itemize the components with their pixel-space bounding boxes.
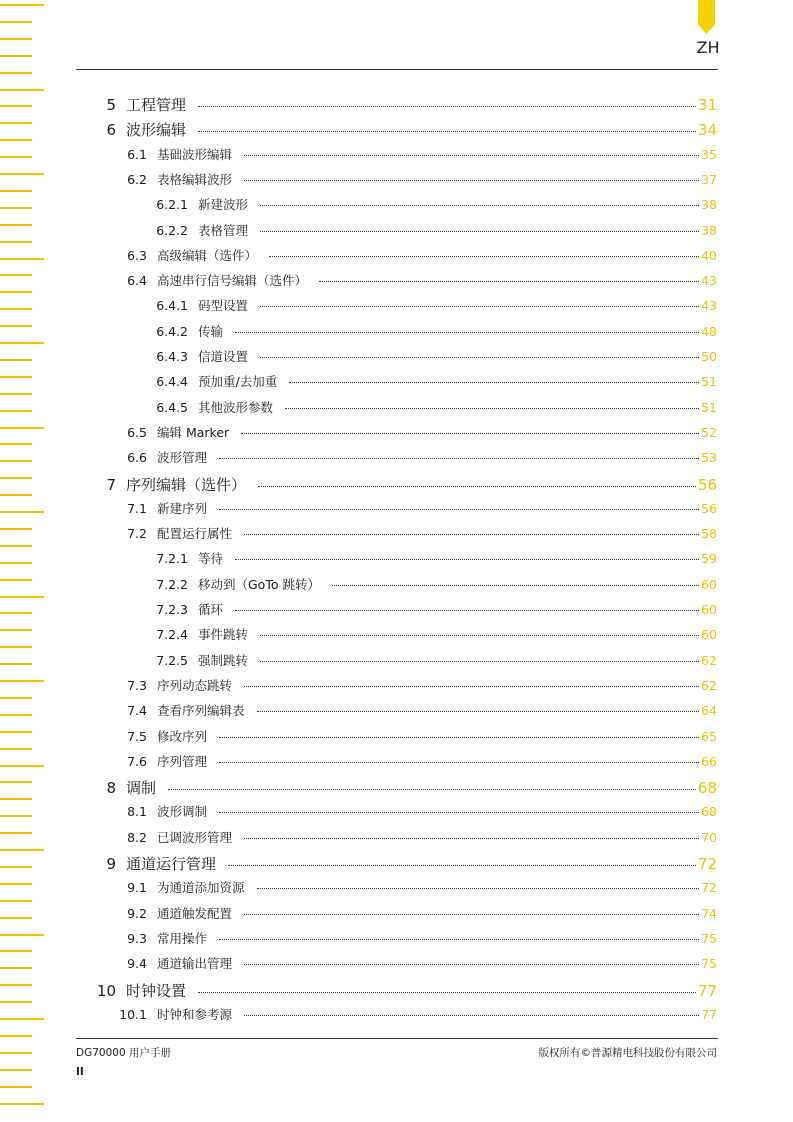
toc-dot-leader: [319, 280, 699, 282]
toc-entry-number: 6.4.3: [156, 349, 188, 364]
toc-entry-title: 通道触发配置: [157, 905, 233, 921]
toc-entry-title: 移动到（GoTo 跳转）: [198, 576, 320, 592]
toc-entry-title: 高速串行信号编辑（选件）: [157, 273, 308, 289]
toc-entry[interactable]: [84, 777, 717, 798]
toc-entry-page: 34: [697, 121, 717, 140]
ruler-tick: [0, 393, 32, 395]
toc-entry-title: 表格编辑波形: [157, 171, 233, 187]
toc-entry-page: 72: [697, 855, 717, 873]
toc-entry-number: 9.1: [127, 880, 147, 896]
toc-entry-number: 9.3: [127, 930, 147, 946]
toc-dot-leader: [260, 230, 699, 232]
toc-dot-leader: [260, 634, 699, 636]
ruler-tick: [0, 596, 44, 598]
toc-entry-page: 60: [701, 602, 717, 617]
toc-entry-number: 6.4: [127, 273, 147, 289]
ruler-tick: [0, 494, 32, 496]
ruler-tick: [0, 967, 32, 969]
toc-entry[interactable]: [148, 195, 717, 213]
toc-entry[interactable]: [148, 347, 717, 365]
ruler-tick: [0, 697, 32, 699]
ruler-tick: [0, 410, 32, 412]
toc-entry[interactable]: [115, 246, 717, 264]
toc-entry[interactable]: [84, 474, 717, 495]
toc-dot-leader: [219, 811, 699, 813]
toc-entry-title: 配置运行属性: [157, 526, 233, 542]
ruler-tick: [0, 359, 32, 361]
ruler-tick: [0, 4, 44, 6]
toc-entry[interactable]: [148, 372, 717, 390]
toc-entry-title: 编辑 Marker: [157, 424, 230, 440]
toc-entry-number: 9.4: [127, 956, 147, 972]
toc-entry[interactable]: [148, 651, 717, 669]
toc-entry[interactable]: [148, 549, 717, 567]
toc-entry[interactable]: [148, 221, 717, 239]
ruler-tick: [0, 748, 32, 750]
ruler-tick: [0, 55, 32, 57]
ruler-tick: [0, 545, 32, 547]
ruler-tick: [0, 731, 32, 733]
toc-entry-number: 8.2: [127, 829, 147, 845]
toc-entry-page: 66: [701, 753, 717, 769]
ruler-tick: [0, 460, 32, 462]
ruler-tick: [0, 89, 44, 91]
toc-dot-leader: [289, 381, 699, 383]
toc-entry-page: 60: [701, 627, 717, 643]
ruler-tick: [0, 156, 32, 158]
toc-entry-title: 波形调制: [157, 804, 208, 820]
toc-entry[interactable]: [148, 296, 717, 314]
toc-entry-title: 为通道添加资源: [157, 880, 245, 896]
ruler-tick: [0, 934, 44, 936]
toc-entry-number: 6.2.2: [156, 222, 188, 238]
toc-dot-leader: [244, 1014, 699, 1016]
toc-entry-number: 6.2.1: [156, 197, 188, 213]
ruler-tick: [0, 1103, 44, 1105]
toc-entry[interactable]: [115, 752, 717, 770]
toc-dot-leader: [219, 761, 699, 763]
footer-manual-title: DG70000 用户手册: [76, 1047, 171, 1059]
ruler-tick: [0, 224, 32, 226]
toc-entry[interactable]: [115, 145, 717, 163]
toc-dot-leader: [269, 255, 699, 257]
ruler-tick: [0, 139, 32, 141]
ruler-tick: [0, 72, 32, 74]
toc-dot-leader: [219, 508, 699, 510]
toc-entry-page: 38: [701, 222, 717, 238]
toc-entry[interactable]: [115, 701, 717, 719]
toc-entry-title: 通道运行管理: [126, 855, 217, 873]
ruler-tick: [0, 511, 44, 513]
toc-dot-leader: [260, 356, 699, 358]
toc-entry-number: 7.2.2: [156, 576, 188, 592]
toc-entry[interactable]: [115, 271, 717, 289]
toc-entry-title: 序列动态跳转: [157, 677, 233, 693]
toc-entry-page: 37: [701, 171, 717, 187]
toc-entry[interactable]: [115, 423, 717, 441]
toc-entry-number: 9.2: [127, 905, 147, 921]
ruler-tick: [0, 241, 32, 243]
toc-entry-title: 循环: [198, 602, 224, 617]
toc-entry-number: 6: [106, 121, 116, 140]
ruler-tick: [0, 376, 32, 378]
toc-entry-title: 工程管理: [126, 96, 187, 114]
ruler-tick: [0, 866, 32, 868]
toc-dot-leader: [198, 130, 696, 132]
toc-entry-number: 8.1: [127, 804, 147, 820]
toc-entry-number: 5: [106, 96, 116, 114]
toc-entry-page: 52: [701, 424, 717, 440]
ruler-tick: [0, 427, 44, 429]
ruler-tick: [0, 950, 32, 952]
footer-divider: [76, 1038, 718, 1039]
toc-entry-page: 38: [701, 197, 717, 213]
toc-entry-title: 波形管理: [157, 450, 208, 466]
toc-entry[interactable]: [84, 980, 717, 1001]
toc-dot-leader: [258, 485, 696, 487]
toc-dot-leader: [235, 331, 699, 333]
ruler-tick: [0, 105, 32, 107]
toc-entry-number: 10: [96, 981, 116, 1000]
toc-entry-page: 50: [701, 349, 717, 364]
ruler-tick: [0, 1018, 44, 1020]
toc-entry[interactable]: [148, 322, 717, 340]
toc-entry-number: 7.1: [127, 500, 147, 516]
toc-entry-page: 77: [701, 1006, 717, 1022]
ruler-tick: [0, 629, 32, 631]
toc-dot-leader: [257, 887, 700, 889]
page-number: II: [76, 1066, 84, 1078]
toc-entry-page: 53: [701, 450, 717, 466]
toc-entry[interactable]: [115, 499, 717, 517]
toc-entry-title: 高级编辑（选件）: [157, 247, 258, 263]
ruler-tick: [0, 325, 32, 327]
toc-entry-title: 调制: [126, 779, 157, 798]
toc-entry[interactable]: [115, 727, 717, 745]
ruler-tick: [0, 883, 32, 885]
toc-entry[interactable]: [115, 802, 717, 820]
toc-entry-page: 35: [701, 146, 717, 162]
toc-entry-title: 表格管理: [198, 222, 249, 238]
toc-entry-number: 7.2.1: [156, 551, 188, 567]
toc-entry-page: 64: [701, 703, 717, 719]
ruler-tick: [0, 917, 32, 919]
ruler-tick: [0, 1052, 32, 1054]
ruler-tick: [0, 1001, 32, 1003]
toc-entry-page: 60: [701, 576, 717, 592]
ruler-tick: [0, 21, 32, 23]
ruler-tick: [0, 562, 32, 564]
toc-entry-number: 6.4.1: [156, 298, 188, 314]
ruler-tick: [0, 207, 32, 209]
toc-entry-title: 码型设置: [198, 298, 249, 314]
header-divider: [76, 69, 718, 70]
toc-entry-title: 信道设置: [198, 349, 249, 364]
toc-entry-title: 强制跳转: [198, 652, 249, 668]
ruler-tick: [0, 342, 44, 344]
ruler-tick: [0, 190, 32, 192]
toc-dot-leader: [244, 154, 699, 156]
footer-copyright: 版权所有©普源精电科技股份有限公司: [538, 1047, 717, 1059]
ruler-tick: [0, 38, 32, 40]
toc-entry-number: 7.4: [127, 703, 147, 719]
toc-entry[interactable]: [115, 828, 717, 846]
toc-entry-title: 等待: [198, 551, 224, 567]
ruler-tick: [0, 798, 32, 800]
toc-dot-leader: [257, 710, 700, 712]
toc-entry-page: 62: [701, 652, 717, 668]
language-code: ZH: [696, 38, 720, 57]
toc-dot-leader: [244, 963, 699, 965]
ruler-tick: [0, 900, 32, 902]
toc-entry-title: 时钟和参考源: [157, 1006, 233, 1022]
toc-entry-title: 序列编辑（选件）: [126, 475, 247, 494]
toc-entry-number: 6.6: [127, 450, 147, 466]
ruler-tick: [0, 1086, 32, 1088]
toc-entry-number: 6.3: [127, 247, 147, 263]
toc-entry[interactable]: [115, 929, 717, 947]
toc-entry-number: 7.5: [127, 728, 147, 744]
toc-entry-page: 70: [701, 829, 717, 845]
toc-entry-number: 7.2: [127, 526, 147, 542]
toc-entry-page: 56: [697, 475, 717, 494]
toc-entry[interactable]: [84, 119, 717, 140]
toc-dot-leader: [219, 938, 699, 940]
toc-entry-page: 43: [701, 298, 717, 314]
toc-dot-leader: [241, 432, 699, 434]
toc-entry-number: 7.2.3: [156, 602, 188, 617]
toc-entry-number: 7.6: [127, 753, 147, 769]
toc-dot-leader: [244, 179, 699, 181]
ruler-tick: [0, 528, 32, 530]
toc-entry[interactable]: [84, 94, 717, 115]
toc-entry-page: 74: [701, 905, 717, 921]
toc-entry-title: 事件跳转: [198, 627, 249, 643]
toc-entry[interactable]: [115, 954, 717, 972]
ruler-tick: [0, 714, 32, 716]
toc-dot-leader: [198, 105, 696, 107]
toc-dot-leader: [235, 609, 699, 611]
ruler-tick: [0, 258, 44, 260]
toc-dot-leader: [219, 457, 699, 459]
ruler-tick: [0, 291, 32, 293]
toc-dot-leader: [198, 991, 696, 993]
toc-entry-title: 传输: [198, 323, 224, 339]
toc-entry[interactable]: [115, 904, 717, 922]
ruler-tick: [0, 443, 32, 445]
ruler-tick: [0, 612, 32, 614]
toc-entry-page: 48: [701, 323, 717, 339]
toc-entry-title: 波形编辑: [126, 121, 187, 140]
toc-dot-leader: [260, 660, 699, 662]
ruler-tick: [0, 984, 32, 986]
toc-entry-number: 7.2.4: [156, 627, 188, 643]
toc-entry-page: 68: [701, 804, 717, 820]
toc-entry-number: 7: [106, 475, 116, 494]
ruler-tick: [0, 680, 44, 682]
toc-entry-title: 预加重/去加重: [198, 374, 278, 390]
toc-entry-number: 6.1: [127, 146, 147, 162]
ruler-tick: [0, 849, 44, 851]
toc-dot-leader: [332, 584, 699, 586]
toc-dot-leader: [168, 788, 696, 790]
toc-entry[interactable]: [148, 600, 717, 618]
toc-entry-page: 51: [701, 374, 717, 390]
toc-entry-page: 43: [701, 273, 717, 289]
toc-entry[interactable]: [115, 1005, 717, 1023]
toc-entry-title: 已调波形管理: [157, 829, 233, 845]
toc-entry-page: 77: [697, 981, 717, 1000]
ruler-tick: [0, 832, 32, 834]
toc-entry-title: 通道输出管理: [157, 956, 233, 972]
ruler-tick: [0, 663, 32, 665]
ruler-tick: [0, 308, 32, 310]
toc-dot-leader: [228, 864, 696, 866]
toc-entry-title: 其他波形参数: [198, 399, 274, 415]
toc-entry-number: 7.3: [127, 677, 147, 693]
toc-entry[interactable]: [115, 878, 717, 896]
toc-dot-leader: [244, 837, 699, 839]
ruler-tick: [0, 1069, 32, 1071]
toc-dot-leader: [244, 533, 699, 535]
ruler-tick: [0, 579, 32, 581]
toc-entry-page: 56: [701, 500, 717, 516]
ruler-tick: [0, 765, 44, 767]
toc-entry-page: 59: [701, 551, 717, 567]
toc-entry-title: 常用操作: [157, 930, 208, 946]
toc-dot-leader: [219, 736, 699, 738]
margin-ruler: [0, 0, 50, 1122]
toc-entry-number: 6.5: [127, 424, 147, 440]
toc-dot-leader: [235, 558, 699, 560]
ruler-tick: [0, 815, 32, 817]
toc-dot-leader: [244, 685, 699, 687]
toc-entry-number: 10.1: [119, 1006, 147, 1022]
toc-dot-leader: [260, 305, 699, 307]
toc-entry-page: 31: [697, 96, 717, 114]
ruler-tick: [0, 646, 32, 648]
language-tab-marker: [698, 0, 715, 34]
toc-entry-page: 68: [697, 779, 717, 798]
toc-entry-title: 修改序列: [157, 728, 208, 744]
toc-entry-number: 6.4.4: [156, 374, 188, 390]
toc-dot-leader: [244, 913, 699, 915]
toc-entry-title: 新建波形: [198, 197, 249, 213]
toc-entry-page: 75: [701, 930, 717, 946]
toc-entry-page: 65: [701, 728, 717, 744]
toc-entry-number: 6.4.2: [156, 323, 188, 339]
toc-entry-page: 51: [701, 399, 717, 415]
toc-entry[interactable]: [115, 170, 717, 188]
toc-entry-page: 75: [701, 956, 717, 972]
ruler-tick: [0, 1035, 32, 1037]
toc-entry-title: 时钟设置: [126, 981, 187, 1000]
toc-entry[interactable]: [148, 625, 717, 643]
toc-dot-leader: [285, 407, 699, 409]
toc-entry[interactable]: [148, 398, 717, 416]
ruler-tick: [0, 173, 44, 175]
ruler-tick: [0, 477, 32, 479]
toc-entry-number: 9: [106, 855, 116, 873]
toc-entry-title: 新建序列: [157, 500, 208, 516]
toc-entry-number: 6.2: [127, 171, 147, 187]
ruler-tick: [0, 122, 32, 124]
toc-entry[interactable]: [148, 575, 717, 593]
toc-entry-page: 72: [701, 880, 717, 896]
toc-entry[interactable]: [84, 853, 717, 874]
toc-entry-number: 7.2.5: [156, 652, 188, 668]
toc-entry[interactable]: [115, 676, 717, 694]
toc-entry-page: 58: [701, 526, 717, 542]
ruler-tick: [0, 781, 32, 783]
toc-entry[interactable]: [115, 524, 717, 542]
toc-entry-title: 基础波形编辑: [157, 146, 233, 162]
toc-entry-number: 6.4.5: [156, 399, 188, 415]
toc-entry[interactable]: [115, 448, 717, 466]
toc-entry-title: 查看序列编辑表: [157, 703, 245, 719]
toc-entry-title: 序列管理: [157, 753, 208, 769]
toc-entry-number: 8: [106, 779, 116, 798]
ruler-tick: [0, 274, 32, 276]
toc-entry-page: 62: [701, 677, 717, 693]
toc-entry-page: 40: [701, 247, 717, 263]
toc-dot-leader: [260, 204, 699, 206]
